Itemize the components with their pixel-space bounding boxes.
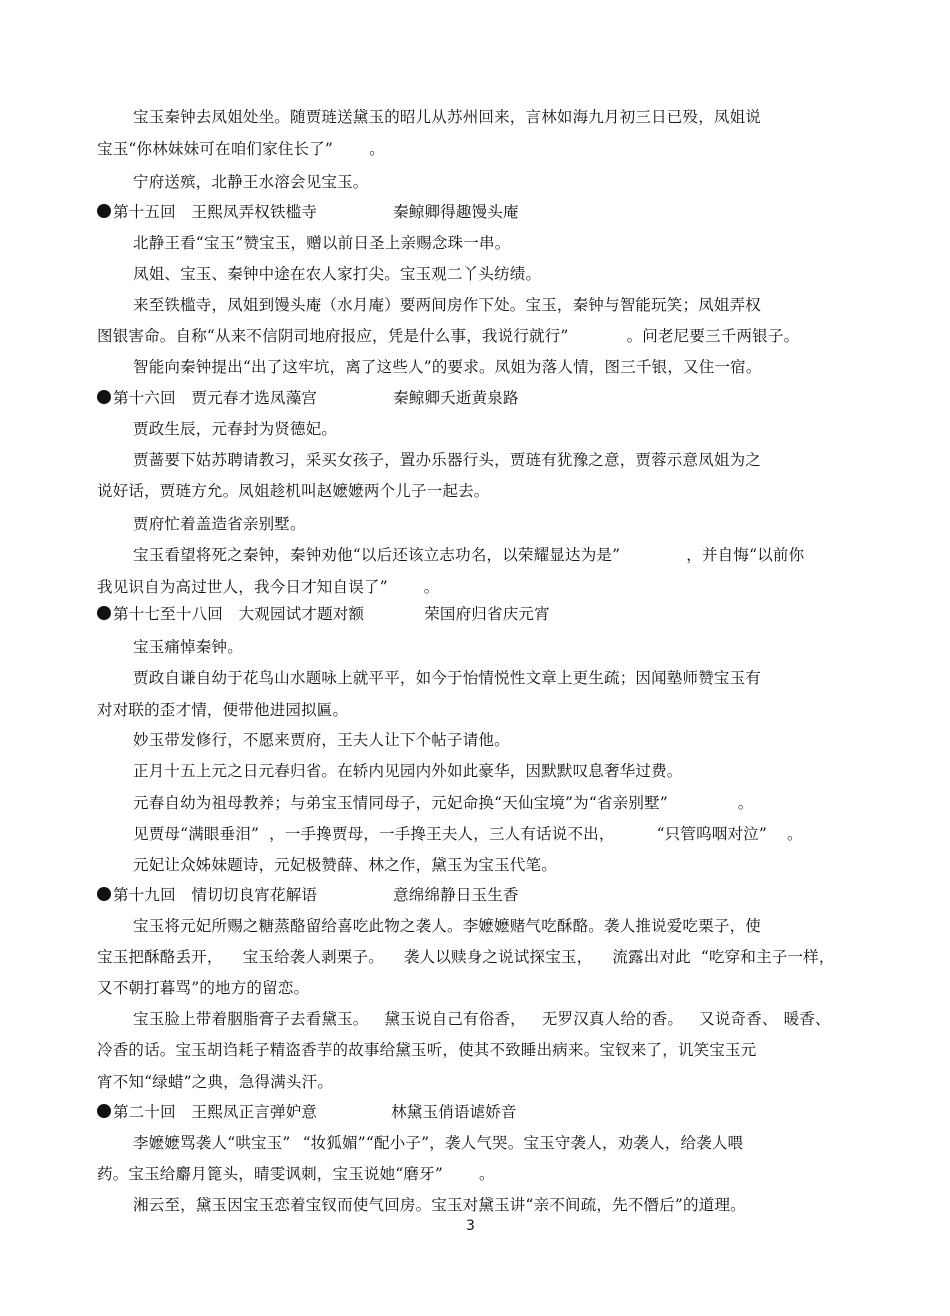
text-segment: 第十九回 情切切良宵花解语 xyxy=(113,886,318,904)
text-segment: 宝玉看望将死之秦钟，秦钟劝他“以后还该立志功名，以荣耀显达为是” xyxy=(133,546,621,564)
text-segment: “只管呜咽对泣” xyxy=(656,825,768,843)
text-segment: 元妃让众姊妹题诗，元妃极赞薛、林之作，黛玉为宝玉代笔。 xyxy=(133,856,557,874)
text-segment: 正月十五上元之日元春归省。在轿内见园内外如此豪华，因默默叹息奢华过费。 xyxy=(133,762,683,780)
text-line xyxy=(97,978,309,998)
text-line xyxy=(133,916,761,936)
text-line xyxy=(133,1009,831,1029)
text-line xyxy=(133,730,510,750)
text-segment: 黛玉说自己有俗香， xyxy=(384,1010,526,1028)
text-line xyxy=(133,1133,743,1153)
text-line xyxy=(97,577,439,597)
text-segment: 李嬷嬷骂袭人“哄宝玉” xyxy=(133,1134,291,1152)
chapter-heading xyxy=(97,1102,517,1122)
bullet-icon xyxy=(97,204,111,218)
text-segment: 秦鲸卿夭逝黄泉路 xyxy=(393,389,519,407)
text-segment: 第十七至十八回 大观园试才题对额 xyxy=(113,605,365,623)
text-segment: 元春自幼为祖母教养；与弟宝玉情同母子，元妃命换“天仙宝境”为“省亲别墅” xyxy=(133,794,668,812)
chapter-heading xyxy=(97,604,550,624)
text-segment: 冷香的话。宝玉胡诌耗子精盗香芋的故事给黛玉听，使其不致睡出病来。宝钗来了，讥笑宝玉元 xyxy=(97,1041,757,1059)
text-segment: 图银害命。自称“从来不信阴司地府报应，凭是什么事，我说行就行” xyxy=(97,327,569,345)
text-segment: 见贾母“满眼垂泪” xyxy=(133,825,260,843)
text-segment: 宝玉把酥酪丢开， xyxy=(97,948,223,966)
text-segment: 妙玉带发修行，不愿来贾府，王夫人让下个帖子请他。 xyxy=(133,731,510,749)
text-segment: 无罗汉真人给的香。 xyxy=(541,1010,684,1028)
text-line xyxy=(133,545,804,565)
text-segment: 第二十回 王熙凤正言弹妒意 xyxy=(113,1103,318,1121)
text-segment: 来至铁槛寺，凤姐到馒头庵（水月庵）要两间房作下处。宝玉，秦钟与智能玩笑；凤姐弄权 xyxy=(133,296,762,314)
text-line xyxy=(133,793,754,813)
text-segment: 湘云至，黛玉因宝玉恋着宝钗而使气回房。宝玉对黛玉讲“亲不间疏，先不僭后”的道理。 xyxy=(133,1196,746,1214)
text-segment: 。 xyxy=(478,1165,495,1183)
chapter-heading xyxy=(97,885,519,905)
text-segment: “妆狐媚”“配小子”，袭人气哭。宝玉守袭人，劝袭人，给袭人喂 xyxy=(302,1134,744,1152)
text-line xyxy=(133,233,510,253)
text-segment: 宝玉脸上带着胭脂膏子去看黛玉。 xyxy=(133,1010,369,1028)
text-line xyxy=(97,326,799,346)
text-segment: 贾政生辰，元春封为贤德妃。 xyxy=(133,420,338,438)
text-line xyxy=(133,668,761,688)
text-segment: 宝玉“你林妹妹可在咱们家住长了” xyxy=(97,140,334,158)
text-segment: 对对联的歪才情，便带他进园拟匾。 xyxy=(97,701,349,719)
text-segment: 袭人以赎身之说试探宝玉， xyxy=(403,948,593,966)
text-segment: 宁府送殡，北静王水溶会见宝玉。 xyxy=(133,173,369,191)
text-segment: 暖香、 xyxy=(783,1010,831,1028)
bullet-icon xyxy=(97,390,111,404)
text-segment: 贾政自谦自幼于花鸟山水题咏上就平平，如今于怡情悦性文章上更生疏；因闻塾师赞宝玉有 xyxy=(133,669,762,687)
text-segment: 宝玉痛悼秦钟。 xyxy=(133,638,243,656)
text-segment: 。问老尼要三千两银子。 xyxy=(626,327,800,345)
text-line xyxy=(97,700,348,720)
text-segment: 药。宝玉给麝月篦头，晴雯讽刺，宝玉说她“磨牙” xyxy=(97,1165,443,1183)
text-segment: 北静王看“宝玉”赞宝玉，赠以前日圣上亲赐念珠一串。 xyxy=(133,234,511,252)
bullet-icon xyxy=(97,887,111,901)
text-segment: 意绵绵静日玉生香 xyxy=(393,886,519,904)
text-line xyxy=(133,264,541,284)
text-line xyxy=(97,1040,756,1060)
text-segment: 荣国府归省庆元宵 xyxy=(424,605,550,623)
text-segment: 凤姐、宝玉、秦钟中途在农人家打尖。宝玉观二丫头纺绩。 xyxy=(133,265,542,283)
text-segment: 林黛玉俏语谑娇音 xyxy=(391,1103,517,1121)
text-line xyxy=(133,824,803,844)
chapter-heading xyxy=(97,388,519,408)
text-line xyxy=(133,761,683,781)
text-segment: 宝玉秦钟去凤姐处坐。随贾琏送黛玉的昭儿从苏州回来，言林如海九月初三日已殁，凤姐说 xyxy=(133,108,762,126)
text-segment: 。 xyxy=(369,140,385,158)
text-segment: 宝玉给袭人剥栗子。 xyxy=(242,948,384,966)
text-line xyxy=(133,357,762,377)
text-line xyxy=(97,947,835,967)
text-line xyxy=(133,1195,746,1215)
text-segment: ，一手搀贾母，一手搀王夫人，三人有话说不出， xyxy=(269,825,615,843)
text-segment: 第十五回 王熙凤弄权铁槛寺 xyxy=(113,203,318,221)
bullet-icon xyxy=(97,606,111,620)
chapter-heading xyxy=(97,202,519,222)
text-segment: 流露出对此 xyxy=(612,948,691,966)
text-segment: 。 xyxy=(737,794,754,812)
text-line xyxy=(97,1072,333,1092)
bullet-icon xyxy=(97,1104,111,1118)
text-segment: 宝玉将元妃所赐之糖蒸酪留给喜吃此物之袭人。李嬷嬷赌气吃酥酪。袭人推说爱吃栗子，使 xyxy=(133,917,762,935)
text-segment: 宵不知“绿蜡”之典，急得满头汗。 xyxy=(97,1073,334,1091)
text-segment: “吃穿和主子一样， xyxy=(700,948,835,966)
text-line xyxy=(133,419,337,439)
text-line xyxy=(133,450,761,470)
text-segment: ，并自悔“以前你 xyxy=(686,546,805,564)
text-segment: 贾蔷要下姑苏聘请教习，采买女孩子，置办乐器行头，贾琏有犹豫之意，贾蓉示意凤姐为之 xyxy=(133,451,762,469)
text-segment: 我见识自为高过世人，我今日才知自误了” xyxy=(97,578,388,596)
text-segment: 秦鲸卿得趣馒头庵 xyxy=(393,203,519,221)
text-line xyxy=(133,295,761,315)
page-number: 3 xyxy=(466,1218,475,1234)
text-segment: 。 xyxy=(423,578,440,596)
text-line xyxy=(133,172,369,192)
text-line xyxy=(97,481,490,501)
text-line xyxy=(133,514,306,534)
text-segment: 说好话，贾琏方允。凤姐趁机叫赵嬷嬷两个儿子一起去。 xyxy=(97,482,490,500)
text-segment: 智能向秦钟提出“出了这牢坑，离了这些人”的要求。凤姐为落人情，图三千银，又住一宿。 xyxy=(133,358,762,376)
text-segment: 又说奇香、 xyxy=(699,1010,778,1028)
text-line xyxy=(133,637,243,657)
text-line xyxy=(133,107,761,127)
text-line xyxy=(97,139,385,159)
text-segment: 贾府忙着盖造省亲别墅。 xyxy=(133,515,306,533)
text-segment: 第十六回 贾元春才选凤藻宫 xyxy=(113,389,318,407)
text-segment: 又不朝打暮骂”的地方的留恋。 xyxy=(97,979,310,997)
text-line xyxy=(97,1164,495,1184)
text-line xyxy=(133,855,557,875)
text-segment: 。 xyxy=(787,825,803,843)
